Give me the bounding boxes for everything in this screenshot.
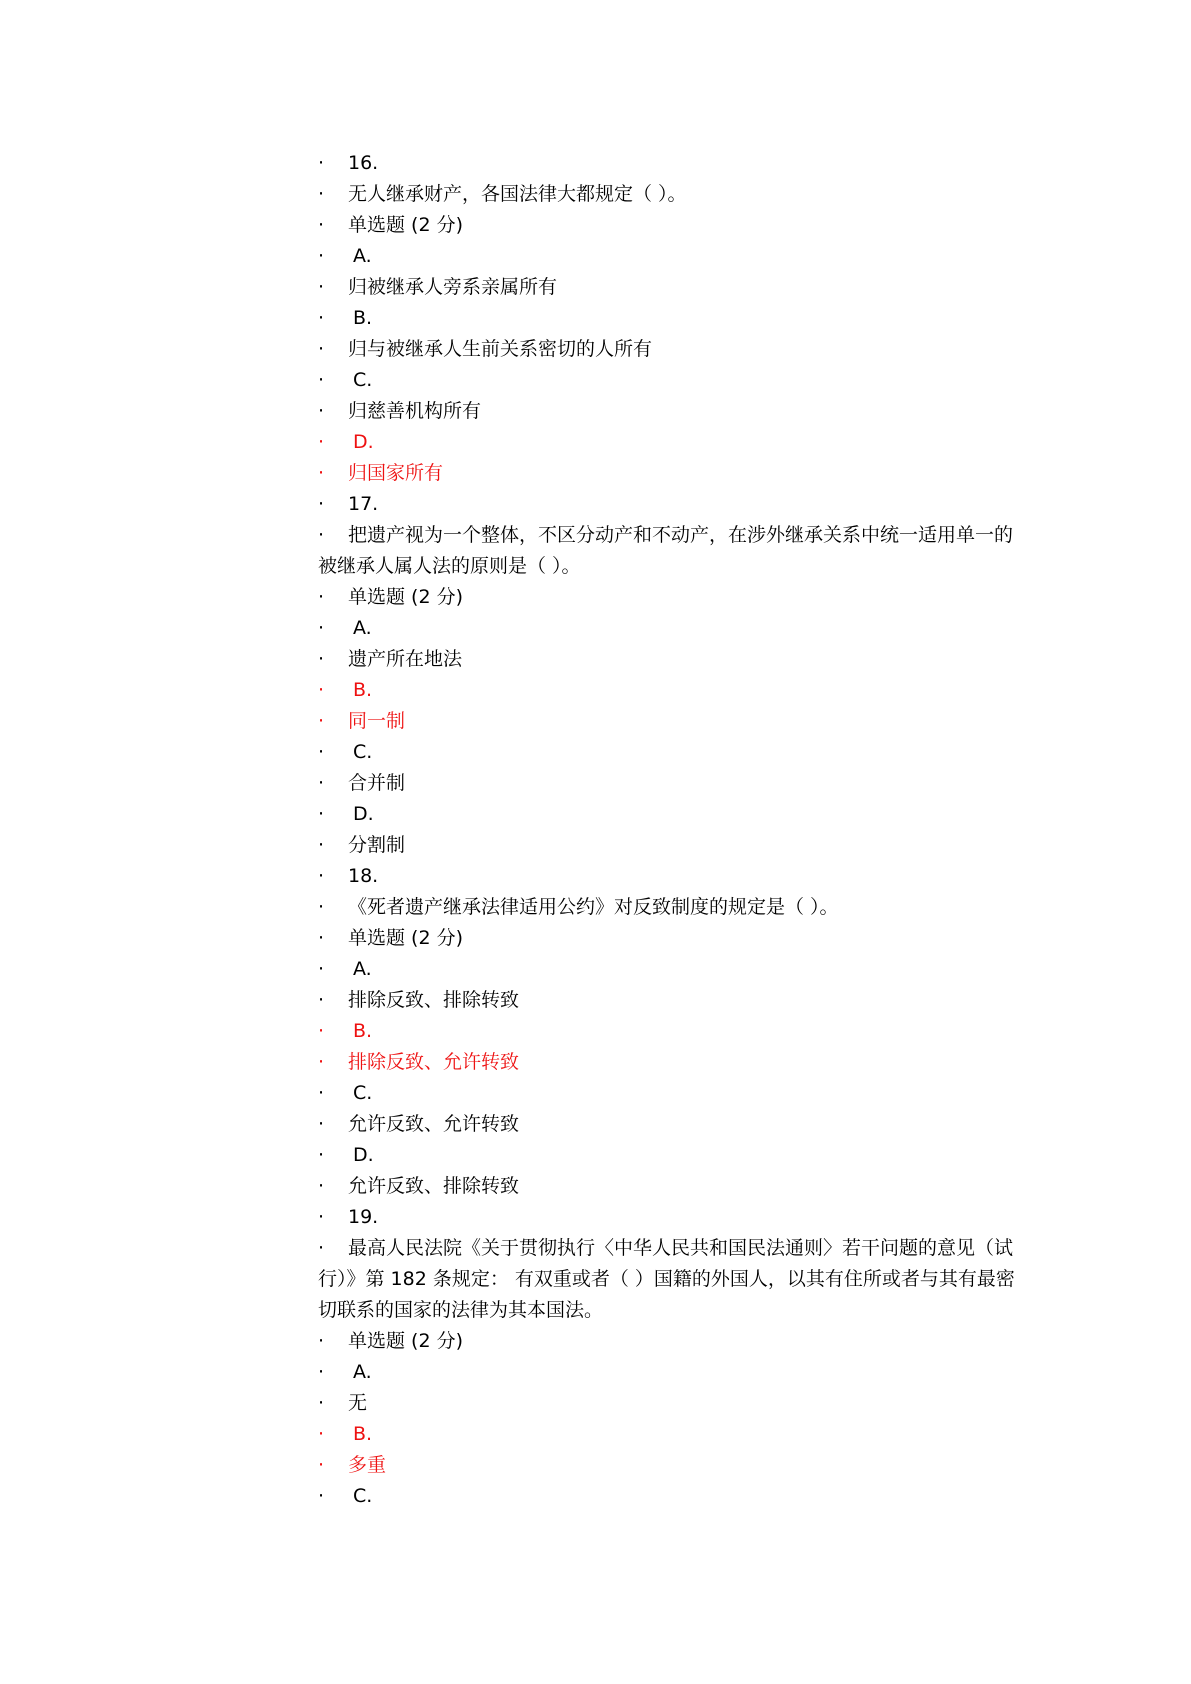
option-letter: · D. [318,799,1018,830]
bullet: · [318,524,325,546]
bullet: · [318,1485,325,1507]
bullet: · [318,865,325,887]
option-text: · 允许反致、排除转致 [318,1171,1018,1202]
bullet: · [318,1175,325,1197]
bullet: · [318,834,325,856]
question-text: · 《死者遗产继承法律适用公约》对反致制度的规定是（ ）。 [318,892,1018,923]
question-list [318,148,1018,1512]
bullet: · [318,214,325,236]
option-text: · 归慈善机构所有 [318,396,1018,427]
bullet: · [318,958,325,980]
option-text: · 无 [318,1388,1018,1419]
bullet: · [318,617,325,639]
question-number: · 17. [318,489,1018,520]
answer-option-text: · 同一制 [318,706,1018,737]
bullet: · [318,741,325,763]
bullet: · [318,307,325,329]
bullet: · [318,1113,325,1135]
bullet: · [318,400,325,422]
option-text: · 合并制 [318,768,1018,799]
answer-option-text: · 多重 [318,1450,1018,1481]
bullet: · [318,1330,325,1352]
answer-option-letter: · B. [318,675,1018,706]
question-type: · 单选题 (2 分) [318,582,1018,613]
bullet: · [318,462,325,484]
question-number: · 16. [318,148,1018,179]
bullet: · [318,276,325,298]
option-text: · 分割制 [318,830,1018,861]
question-text: · 最高人民法院《关于贯彻执行〈中华人民共和国民法通则〉若干问题的意见（试行）》第 182 条规定： 有双重或者（ ）国籍的外国人，以其有住所或者与其有最密切联系的国家的法律为其本国法。 [318,1233,1018,1326]
bullet: · [318,152,325,174]
option-letter: · C. [318,1078,1018,1109]
answer-option-letter: · B. [318,1419,1018,1450]
bullet: · [318,493,325,515]
bullet: · [318,1082,325,1104]
option-letter: · B. [318,303,1018,334]
answer-option-text: · 归国家所有 [318,458,1018,489]
bullet: · [318,1051,325,1073]
question-type: · 单选题 (2 分) [318,923,1018,954]
option-letter: · D. [318,1140,1018,1171]
option-letter: · A. [318,613,1018,644]
option-letter: · A. [318,1357,1018,1388]
question-type: · 单选题 (2 分) [318,210,1018,241]
answer-option-letter: · D. [318,427,1018,458]
bullet: · [318,369,325,391]
option-text: · 排除反致、排除转致 [318,985,1018,1016]
question-text: · 无人继承财产，各国法律大都规定（ ）。 [318,179,1018,210]
bullet: · [318,245,325,267]
bullet: · [318,1361,325,1383]
answer-option-text: · 排除反致、允许转致 [318,1047,1018,1078]
option-letter: · C. [318,1481,1018,1512]
question-number: · 19. [318,1202,1018,1233]
bullet: · [318,586,325,608]
answer-option-letter: · B. [318,1016,1018,1047]
question-type: · 单选题 (2 分) [318,1326,1018,1357]
option-letter: · A. [318,954,1018,985]
question-number: · 18. [318,861,1018,892]
bullet: · [318,989,325,1011]
bullet: · [318,183,325,205]
option-letter: · C. [318,365,1018,396]
bullet: · [318,803,325,825]
bullet: · [318,1020,325,1042]
option-letter: · A. [318,241,1018,272]
bullet: · [318,896,325,918]
bullet: · [318,648,325,670]
option-text: · 归与被继承人生前关系密切的人所有 [318,334,1018,365]
bullet: · [318,1454,325,1476]
bullet: · [318,338,325,360]
bullet: · [318,772,325,794]
option-text: · 遗产所在地法 [318,644,1018,675]
bullet: · [318,679,325,701]
bullet: · [318,1423,325,1445]
bullet: · [318,710,325,732]
option-text: · 允许反致、允许转致 [318,1109,1018,1140]
bullet: · [318,431,325,453]
question-text: · 把遗产视为一个整体，不区分动产和不动产，在涉外继承关系中统一适用单一的被继承人属人法的原则是（ ）。 [318,520,1018,582]
bullet: · [318,927,325,949]
bullet: · [318,1392,325,1414]
option-letter: · C. [318,737,1018,768]
bullet: · [318,1206,325,1228]
bullet: · [318,1237,325,1259]
option-text: · 归被继承人旁系亲属所有 [318,272,1018,303]
bullet: · [318,1144,325,1166]
